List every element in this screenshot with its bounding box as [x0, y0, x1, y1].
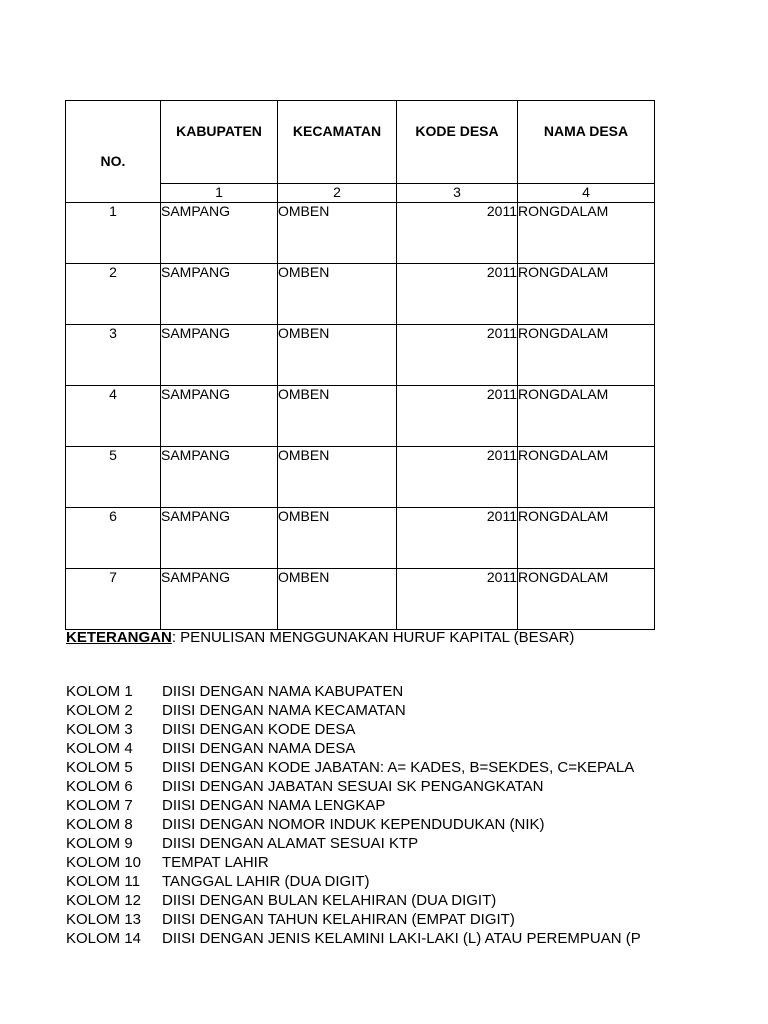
table-row [66, 386, 655, 447]
legend-row [66, 910, 654, 929]
table-row [66, 569, 655, 630]
cell-kode-desa: 2011 [397, 386, 518, 447]
legend-desc: DIISI DENGAN BULAN KELAHIRAN (DUA DIGIT) [162, 892, 497, 909]
cell-kabupaten: SAMPANG [161, 264, 278, 325]
cell-no: 7 [66, 569, 161, 630]
legend-desc: DIISI DENGAN NAMA LENGKAP [162, 797, 386, 814]
legend-desc: DIISI DENGAN JABATAN SESUAI SK PENGANGKATAN [162, 778, 544, 795]
legend-desc: DIISI DENGAN NOMOR INDUK KEPENDUDUKAN (NIK) [162, 816, 545, 833]
cell-kecamatan: OMBEN [278, 569, 397, 630]
legend-row [66, 853, 654, 872]
legend-key: KOLOM 4 [66, 740, 133, 757]
cell-no: 5 [66, 447, 161, 508]
legend-key: KOLOM 8 [66, 816, 133, 833]
cell-no: 2 [66, 264, 161, 325]
legend-desc: DIISI DENGAN JENIS KELAMINI LAKI-LAKI (L) ATAU PEREMPUAN (P [162, 930, 641, 947]
legend-key: KOLOM 9 [66, 835, 133, 852]
legend-row [66, 929, 654, 948]
legend-desc: DIISI DENGAN NAMA KABUPATEN [162, 683, 404, 700]
legend-row [66, 682, 654, 701]
legend-key: KOLOM 11 [66, 873, 140, 890]
cell-nama-desa: RONGDALAM [518, 325, 655, 386]
legend-desc: DIISI DENGAN NAMA DESA [162, 740, 356, 757]
cell-no: 4 [66, 386, 161, 447]
legend-desc: DIISI DENGAN NAMA KECAMATAN [162, 702, 406, 719]
cell-kode-desa: 2011 [397, 203, 518, 264]
cell-kabupaten: SAMPANG [161, 325, 278, 386]
legend-key: KOLOM 1 [66, 683, 133, 700]
header-kecamatan: KECAMATAN [278, 101, 397, 184]
table-row [66, 508, 655, 569]
cell-kode-desa: 2011 [397, 569, 518, 630]
legend-row [66, 796, 654, 815]
header-no: NO. [66, 101, 161, 203]
legend-key: KOLOM 2 [66, 702, 133, 719]
cell-kabupaten: SAMPANG [161, 508, 278, 569]
legend-key: KOLOM 13 [66, 911, 142, 928]
legend-key: KOLOM 3 [66, 721, 133, 738]
legend-row [66, 739, 654, 758]
cell-kecamatan: OMBEN [278, 325, 397, 386]
table-header-row [66, 101, 655, 184]
column-number: 4 [518, 184, 655, 203]
cell-kabupaten: SAMPANG [161, 203, 278, 264]
legend-key: KOLOM 14 [66, 930, 142, 947]
header-kabupaten: KABUPATEN [161, 101, 278, 184]
header-nama-desa: NAMA DESA [518, 101, 655, 184]
cell-nama-desa: RONGDALAM [518, 508, 655, 569]
data-table [65, 100, 655, 630]
cell-kecamatan: OMBEN [278, 203, 397, 264]
legend-desc: DIISI DENGAN KODE DESA [162, 721, 356, 738]
cell-nama-desa: RONGDALAM [518, 447, 655, 508]
table-row [66, 203, 655, 264]
header-kode-desa: KODE DESA [397, 101, 518, 184]
cell-kabupaten: SAMPANG [161, 569, 278, 630]
cell-nama-desa: RONGDALAM [518, 569, 655, 630]
notes-text: : PENULISAN MENGGUNAKAN HURUF KAPITAL (BESAR) [171, 629, 575, 646]
legend-desc: DIISI DENGAN TAHUN KELAHIRAN (EMPAT DIGIT) [162, 911, 515, 928]
cell-nama-desa: RONGDALAM [518, 203, 655, 264]
cell-kode-desa: 2011 [397, 264, 518, 325]
column-number: 2 [278, 184, 397, 203]
table-row [66, 325, 655, 386]
legend-desc: DIISI DENGAN ALAMAT SESUAI KTP [162, 835, 419, 852]
cell-kabupaten: SAMPANG [161, 386, 278, 447]
legend-desc: TANGGAL LAHIR (DUA DIGIT) [162, 873, 370, 890]
cell-kecamatan: OMBEN [278, 508, 397, 569]
notes-title: KETERANGAN [66, 629, 172, 646]
cell-no: 1 [66, 203, 161, 264]
column-number: 1 [161, 184, 278, 203]
legend-row [66, 815, 654, 834]
cell-nama-desa: RONGDALAM [518, 386, 655, 447]
legend-desc: TEMPAT LAHIR [162, 854, 269, 871]
cell-kode-desa: 2011 [397, 508, 518, 569]
table-row [66, 264, 655, 325]
cell-kabupaten: SAMPANG [161, 447, 278, 508]
legend-row [66, 758, 654, 777]
cell-no: 3 [66, 325, 161, 386]
legend-row [66, 834, 654, 853]
cell-kecamatan: OMBEN [278, 386, 397, 447]
cell-nama-desa: RONGDALAM [518, 264, 655, 325]
legend-key: KOLOM 10 [66, 854, 142, 871]
legend-row [66, 777, 654, 796]
legend-key: KOLOM 12 [66, 892, 142, 909]
legend-key: KOLOM 6 [66, 778, 133, 795]
cell-kecamatan: OMBEN [278, 264, 397, 325]
legend-row [66, 701, 654, 720]
cell-kode-desa: 2011 [397, 447, 518, 508]
legend-desc: DIISI DENGAN KODE JABATAN: A= KADES, B=SEKDES, C=KEPALA [162, 759, 635, 776]
legend-row [66, 720, 654, 739]
legend-key: KOLOM 5 [66, 759, 133, 776]
legend-row [66, 891, 654, 910]
table-row [66, 447, 655, 508]
column-number: 3 [397, 184, 518, 203]
column-legend [66, 682, 654, 948]
cell-no: 6 [66, 508, 161, 569]
cell-kode-desa: 2011 [397, 325, 518, 386]
cell-kecamatan: OMBEN [278, 447, 397, 508]
legend-key: KOLOM 7 [66, 797, 133, 814]
notes-line [66, 628, 654, 647]
legend-row [66, 872, 654, 891]
